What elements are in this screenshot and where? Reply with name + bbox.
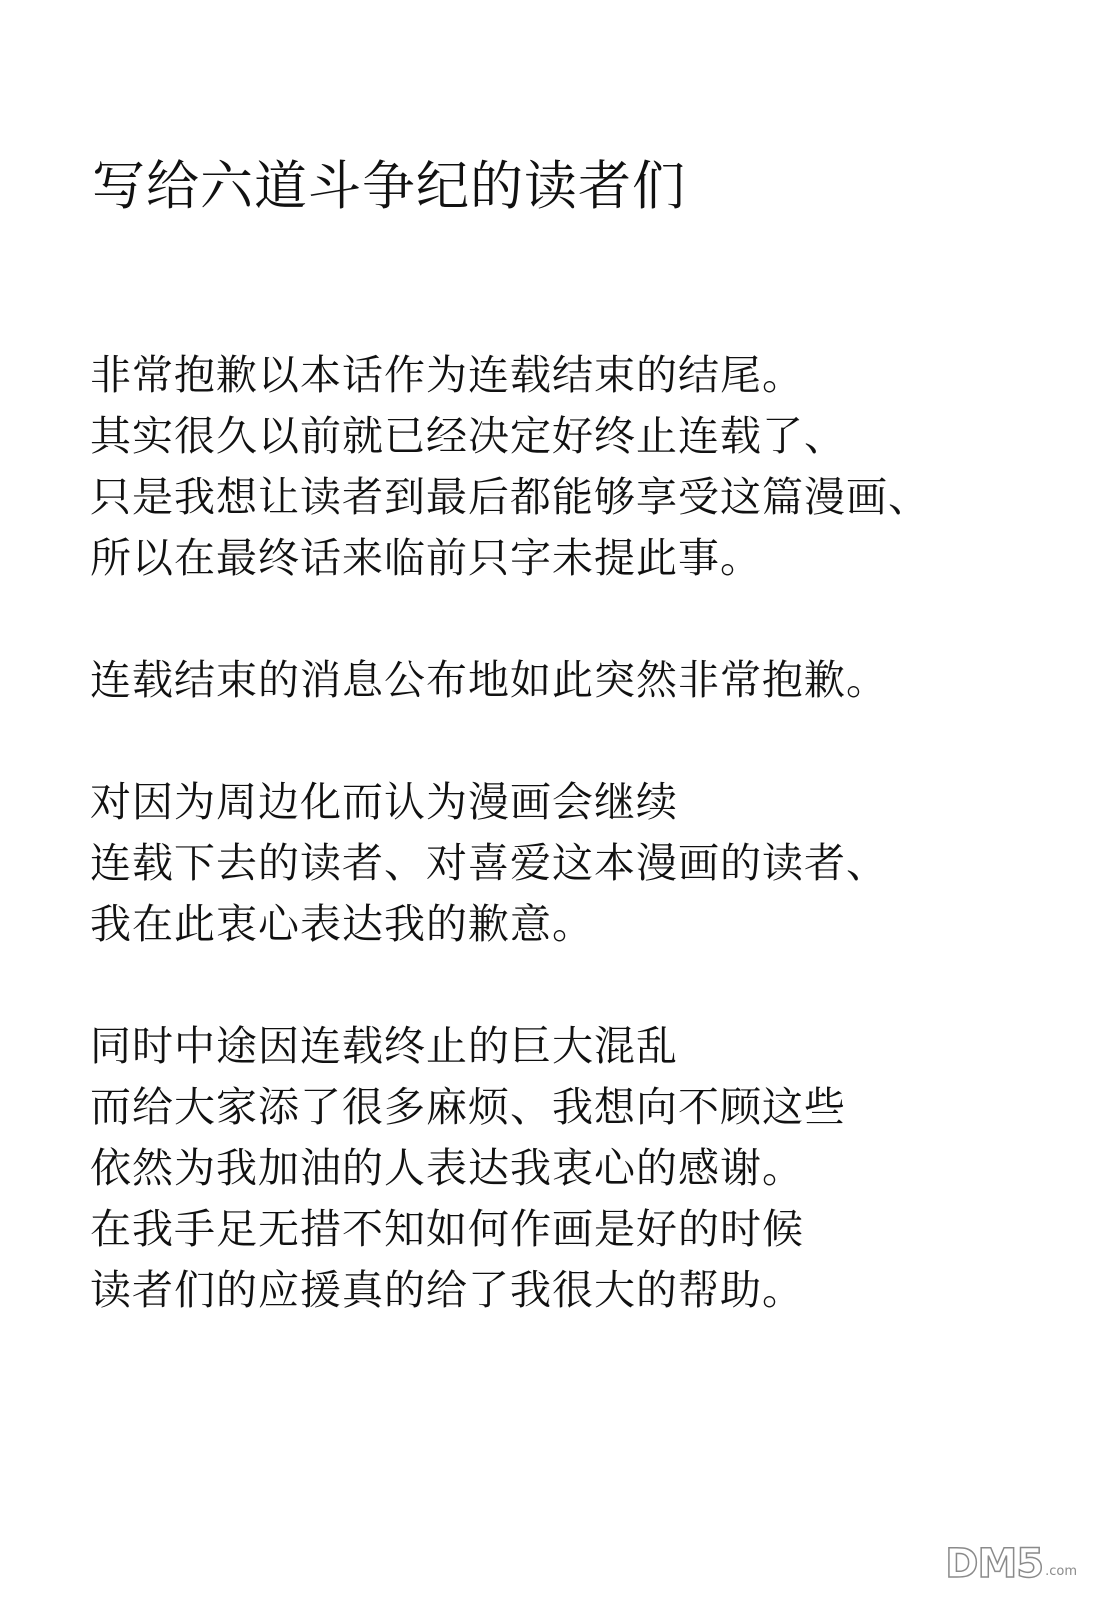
text-line: 而给大家添了很多麻烦、我想向不顾这些 [90, 1083, 846, 1131]
paragraph-sudden-announcement [90, 650, 1090, 711]
watermark-suffix: .com [1045, 1564, 1077, 1579]
text-line: 非常抱歉以本话作为连载结束的结尾。 [90, 351, 804, 399]
text-line: 同时中途因连载终止的巨大混乱 [90, 1022, 678, 1070]
text-line: 在我手足无措不知如何作画是好的时候 [90, 1205, 804, 1253]
text-line: 我在此衷心表达我的歉意。 [90, 900, 594, 948]
watermark-logo: DM5 [945, 1541, 1044, 1587]
text-line: 连载结束的消息公布地如此突然非常抱歉。 [90, 656, 888, 704]
text-line: 所以在最终话来临前只字未提此事。 [90, 534, 762, 582]
text-line: 只是我想让读者到最后都能够享受这篇漫画、 [90, 473, 930, 521]
text-line: 对因为周边化而认为漫画会继续 [90, 778, 678, 826]
text-line: 读者们的应援真的给了我很大的帮助。 [90, 1266, 804, 1314]
site-watermark [945, 1541, 1077, 1587]
page-title: 写给六道斗争纪的读者们 [92, 156, 686, 217]
paragraph-apology-ending [90, 345, 1090, 589]
text-line: 依然为我加油的人表达我衷心的感谢。 [90, 1144, 804, 1192]
text-line: 连载下去的读者、对喜爱这本漫画的读者、 [90, 839, 888, 887]
paragraph-apology-readers [90, 772, 1090, 955]
letter-body [90, 345, 1090, 1382]
text-line: 其实很久以前就已经决定好终止连载了、 [90, 412, 846, 460]
paragraph-gratitude [90, 1016, 1090, 1321]
